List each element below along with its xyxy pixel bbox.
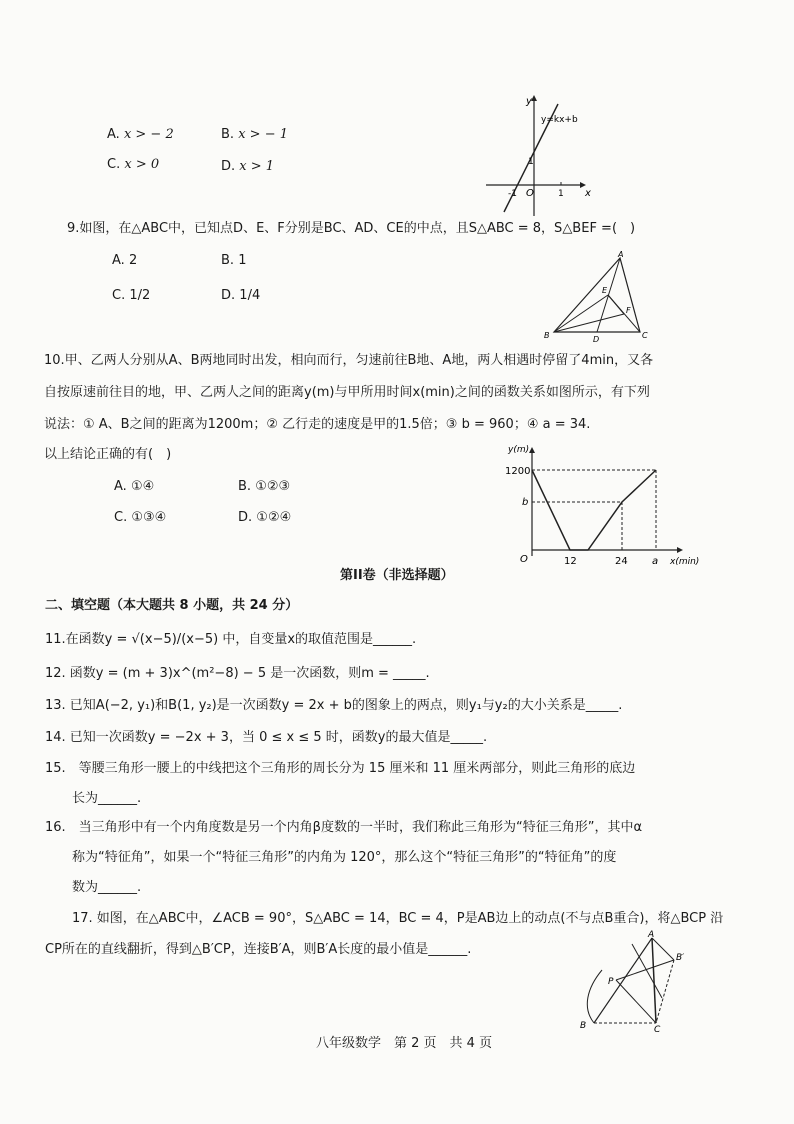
q10-line1: 10.甲、乙两人分别从A、B两地同时出发，相向而行，匀速前往B地、A地，两人相遇时停留了4min，又各 [44, 353, 654, 368]
q14: 14. 已知一次函数y = −2x + 3，当 0 ≤ x ≤ 5 时，函数y的最大值是_____. [45, 730, 488, 745]
svg-text:B: B [580, 1021, 587, 1031]
q12: 12. 函数y = (m + 3)x^(m²−8) − 5 是一次函数，则m = _____. [45, 666, 430, 681]
q13: 13. 已知A(−2, y₁)和B(1, y₂)是一次函数y = 2x + b的图象上的两点，则y₁与y₂的大小关系是_____. [45, 698, 623, 713]
svg-text:F: F [626, 306, 631, 315]
svg-text:24: 24 [615, 556, 628, 567]
svg-text:A: A [618, 250, 624, 259]
q8-option-d: D. x > 1 [221, 159, 275, 174]
page-footer: 八年级数学 第 2 页 共 4 页 [316, 1036, 493, 1051]
q16-line2: 称为“特征角”，如果一个“特征三角形”的内角为 120°，那么这个“特征三角形”的“特征角”的度 [72, 850, 617, 865]
svg-text:B: B [544, 331, 550, 340]
func-label: y=kx+b [541, 115, 578, 125]
q17-fold-figure [572, 928, 687, 1033]
q10-line3: 说法：① A、B之间的距离为1200m；② 乙行走的速度是甲的1.5倍；③ b = 960；④ a = 34. [44, 417, 591, 432]
fill-in-section-title: 二、填空题（本大题共 8 小题，共 24 分） [45, 598, 299, 613]
q17-line2: CP所在的直线翻折，得到△B′CP，连接B′A，则B′A长度的最小值是______. [45, 942, 472, 957]
tick-x-label: 1 [558, 189, 564, 199]
q9-option-d: D. 1/4 [221, 288, 261, 303]
origin-label: O [526, 188, 534, 199]
svg-text:B′: B′ [676, 953, 685, 963]
q8-option-b: B. x > − 1 [221, 127, 288, 142]
svg-text:12: 12 [564, 556, 577, 567]
distance-polyline [532, 470, 656, 550]
q10-option-c: C. ①③④ [114, 510, 167, 525]
svg-text:y(m): y(m) [508, 445, 530, 455]
svg-text:E: E [602, 286, 608, 295]
svg-text:1200: 1200 [505, 466, 531, 477]
svg-text:b: b [522, 497, 529, 508]
svg-text:D: D [593, 335, 600, 344]
q10-option-a: A. ①④ [114, 479, 155, 494]
q10-option-d: D. ①②④ [238, 510, 292, 525]
svg-text:O: O [520, 554, 528, 565]
svg-text:x(min): x(min) [670, 557, 700, 567]
q10-line4: 以上结论正确的有( ) [44, 447, 172, 462]
svg-text:a: a [652, 556, 659, 567]
q10-distance-time-graph [500, 438, 705, 573]
q9-triangle-figure [540, 250, 655, 345]
q11: 11.在函数y = √(x−5)/(x−5) 中，自变量x的取值范围是______. [45, 632, 417, 647]
svg-text:C: C [642, 331, 648, 340]
q9-option-c: C. 1/2 [112, 288, 151, 303]
q9-stem: 9.如图，在△ABC中，已知点D、E、F分别是BC、AD、CE的中点，且S△ABC = 8，S△BEF =( ) [67, 221, 636, 236]
q16-line1: 16. 当三角形中有一个内角度数是另一个内角β度数的一半时，我们称此三角形为“特征三角形”，其中α [45, 820, 643, 835]
y-axis-label: y [526, 96, 532, 107]
part2-heading: 第II卷（非选择题） [340, 568, 454, 583]
q8-option-c: C. x > 0 [107, 157, 160, 172]
q9-option-b: B. 1 [221, 253, 247, 268]
q10-option-b: B. ①②③ [238, 479, 291, 494]
q17-line1: 17. 如图，在△ABC中，∠ACB = 90°，S△ABC = 14，BC = 4，P是AB边上的动点(不与点B重合)，将△BCP 沿 [72, 911, 724, 926]
svg-text:A: A [648, 930, 655, 940]
svg-text:C: C [654, 1025, 661, 1033]
q15-line1: 15. 等腰三角形一腰上的中线把这个三角形的周长分为 15 厘米和 11 厘米两部分，则此三角形的底边 [45, 761, 636, 776]
q8-option-a: A. x > − 2 [107, 127, 174, 142]
q10-line2: 自按原速前往目的地，甲、乙两人之间的距离y(m)与甲所用时间x(min)之间的函数关系如图所示，有下列 [44, 385, 650, 400]
q15-line2: 长为______. [72, 791, 142, 806]
q8-linear-graph [480, 92, 595, 220]
q16-line3: 数为______. [72, 880, 142, 895]
q9-option-a: A. 2 [112, 253, 138, 268]
svg-text:P: P [608, 977, 614, 987]
tick-y-label: 1 [528, 157, 534, 167]
x-axis-label: x [585, 188, 591, 199]
tick-neg-label: -1 [508, 189, 517, 199]
